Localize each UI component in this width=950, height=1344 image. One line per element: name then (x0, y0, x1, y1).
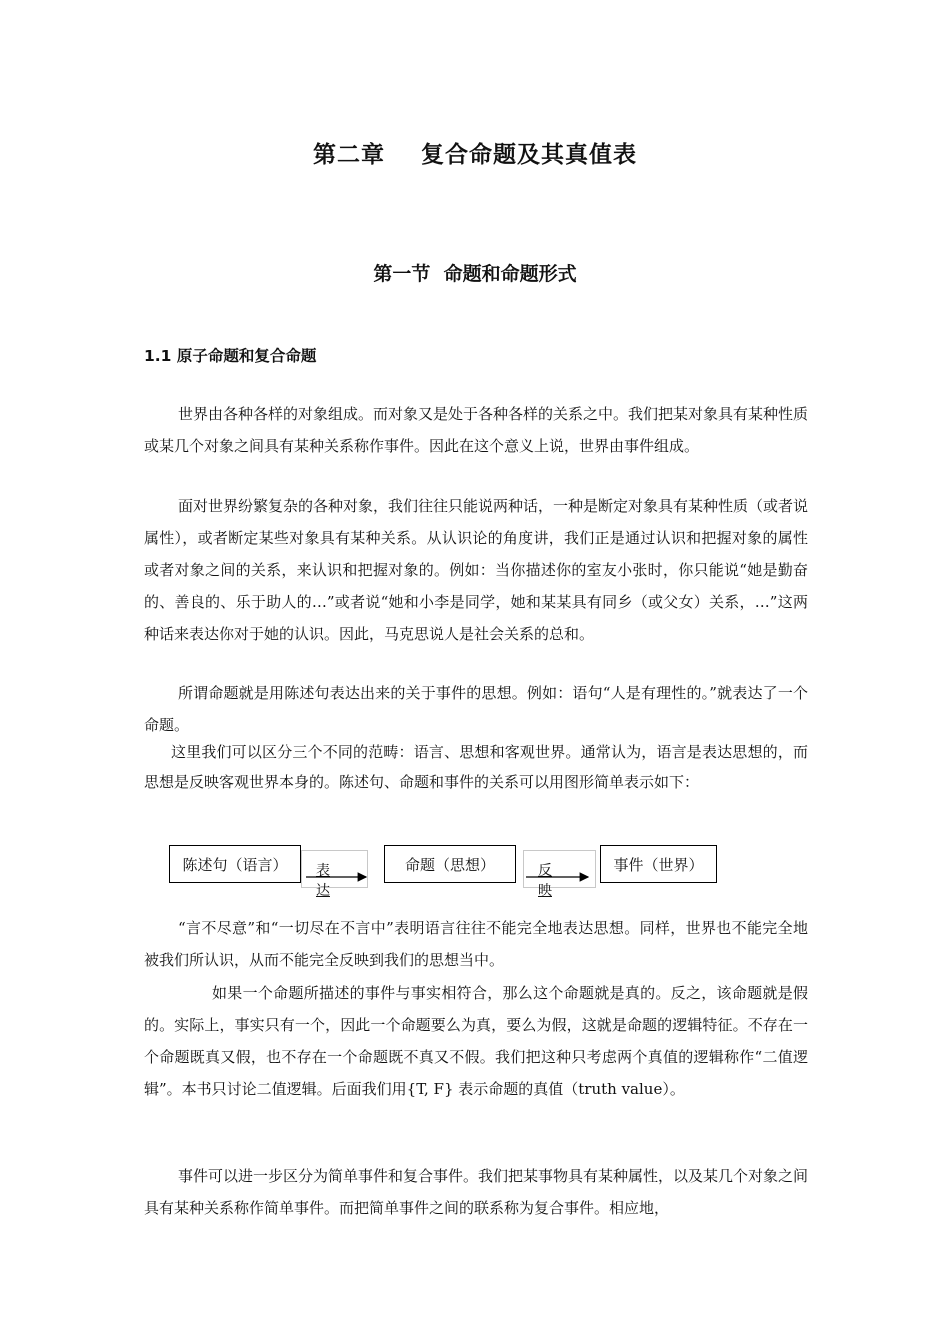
paragraph-proposition-definition: 所谓命题就是用陈述句表达出来的关于事件的思想。例如：语句“人是有理性的。”就表达了一个命题。 (144, 684, 808, 734)
event-box: 事件（世界） (600, 845, 717, 883)
paragraph-two-kinds-of-speech: 面对世界纷繁复杂的各种对象，我们往往只能说两种话，一种是断定对象具有某种性质（或者说属性），或者断定某些对象具有某种关系。从认识论的角度讲，我们正是通过认识和把握对象的属性或者对象之间的关系，来认识和把握对象的。例如：当你描述你的室友小张时，你只能说“她是勤奋的、善良的、乐于助人的…”或者说“她和小李是同学，她和某某具有同乡（或父女）关系，…”这两种话来表达你对于她的认识。因此，马克思说人是社会关系的总和。 (144, 497, 809, 643)
paragraph-truth-values: 如果一个命题所描述的事件与事实相符合，那么这个命题就是真的。反之，该命题就是假的。实际上，事实只有一个，因此一个命题要么为真，要么为假，这就是命题的逻辑特征。不存在一个命题既真又假，也不存在一个命题既不真又不假。我们把这种只考虑两个真值的逻辑称作“二值逻辑”。本书只讨论二值逻辑。后面我们用{T, F} 表示命题的真值（truth value）。 (144, 984, 808, 1098)
reflect-label: 反映 (538, 863, 552, 899)
paragraph-world-objects: 世界由各种各样的对象组成。而对象又是处于各种各样的关系之中。我们把某对象具有某种性质或某几个对象之间具有某种关系称作事件。因此在这个意义上说，世界由事件组成。 (144, 405, 809, 455)
paragraph-language-limits: “言不尽意”和“一切尽在不言中”表明语言往往不能完全地表达思想。同样，世界也不能完全地被我们所认识，从而不能完全反映到我们的思想当中。 (144, 919, 808, 969)
chapter-title: 第二章 复合命题及其真值表 (312, 142, 638, 168)
section-title: 第一节 命题和命题形式 (373, 263, 577, 285)
paragraph-simple-compound-events: 事件可以进一步区分为简单事件和复合事件。我们把某事物具有某种属性，以及某几个对象之间具有某种关系称作简单事件。而把简单事件之间的联系称为复合事件。相应地， (144, 1167, 809, 1217)
statement-box: 陈述句（语言） (169, 845, 301, 883)
express-label: 表达 (316, 863, 330, 899)
paragraph-three-categories: 这里我们可以区分三个不同的范畴：语言、思想和客观世界。通常认为，语言是表达思想的，而思想是反映客观世界本身的。陈述句、命题和事件的关系可以用图形简单表示如下： (144, 743, 808, 791)
subsection-title: 1.1 原子命题和复合命题 (144, 347, 317, 365)
proposition-box: 命题（思想） (384, 845, 516, 883)
